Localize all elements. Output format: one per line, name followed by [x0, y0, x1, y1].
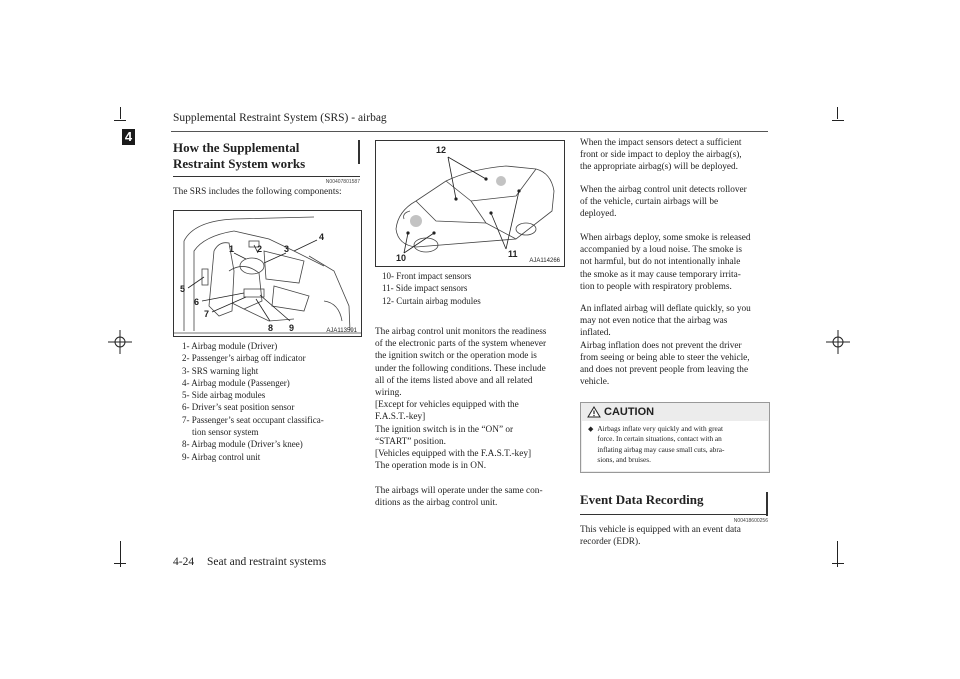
component-list [182, 340, 362, 463]
figure-interior [173, 210, 362, 337]
operation-paragraph: The airbags will operate under the same con- ditions as the airbag control unit. [375, 486, 543, 509]
caution-title: CAUTION [604, 406, 655, 418]
list-item: 2- Passenger’s airbag off indicator [182, 353, 306, 364]
crop-mark [832, 563, 844, 564]
callout-12: 12 [436, 145, 447, 155]
caution-header [581, 403, 769, 418]
car-illustration [376, 141, 564, 266]
header-rule [171, 131, 768, 132]
callout-3: 3 [284, 244, 290, 254]
edr-paragraph: This vehicle is equipped with an event data recorder (EDR). [580, 525, 741, 548]
section-title: How the Supplemental Restraint System works [173, 140, 360, 177]
callout-11: 11 [508, 249, 518, 259]
list-item: 8- Airbag module (Driver’s knee) [182, 439, 303, 450]
warning-triangle-icon [587, 406, 601, 418]
list-item-continued: tion sensor system [192, 427, 259, 438]
footer-section: Seat and restraint systems [206, 556, 327, 568]
crop-mark [120, 107, 121, 119]
monitoring-paragraph: The airbag control unit monitors the readiness of the electronic parts of the system whenever the ignition switch or the operation mode is under the following conditions. These include all of the items listed above and all related wiring. [Except for vehicles equipped with the F.A.S.T.-key] The ignition switch is in the “ON” or “START” position. [Vehicles equipped with the F.A.S.T.-key] The operation mode is in ON. [375, 327, 547, 472]
list-item: 12- Curtain airbag modules [382, 295, 481, 306]
rollover-paragraph: When the airbag control unit detects rollover of the vehicle, curtain airbags will be deployed. [580, 185, 747, 220]
interior-illustration [174, 211, 361, 336]
page-header: Supplemental Restraint System (SRS) - airbag [173, 112, 387, 124]
bullet-icon: ◆ [588, 425, 594, 433]
registration-mark-left [108, 330, 132, 354]
page-number: 4-24 [173, 556, 195, 568]
page-footer [173, 556, 326, 568]
crop-mark [114, 563, 126, 564]
chapter-tab: 4 [122, 129, 135, 145]
sensor-list [382, 270, 562, 307]
callout-5: 5 [180, 284, 186, 294]
list-item: 5- Side airbag modules [182, 390, 266, 401]
crop-mark [837, 107, 838, 119]
list-item: 4- Airbag module (Passenger) [182, 377, 290, 388]
callout-10: 10 [396, 253, 407, 263]
list-item: 9- Airbag control unit [182, 451, 261, 462]
deflate-paragraph: An inflated airbag will deflate quickly, so you may not even notice that the airbag was inflated. Airbag inflation does not prevent the driver from seeing or being able to steer the vehicle, and does not prevent people from leaving the vehicle. [580, 304, 751, 388]
smoke-paragraph: When airbags deploy, some smoke is released accompanied by a loud noise. The smoke is not harmful, but do not intentionally inhale the smoke as it may cause temporary irrita- tion to people with respiratory problems. [580, 233, 751, 292]
callout-9: 9 [289, 323, 295, 333]
list-item: 10- Front impact sensors [382, 271, 472, 281]
intro-text: The SRS includes the following components: [173, 187, 342, 197]
figure-id: AJA114266 [529, 258, 560, 264]
figure-id: AJA113591 [326, 328, 357, 334]
caution-box [580, 402, 770, 473]
callout-6: 6 [194, 297, 200, 307]
callout-4: 4 [319, 232, 325, 242]
list-item: 3- SRS warning light [182, 365, 259, 376]
impact-paragraph: When the impact sensors detect a sufficient front or side impact to deploy the airbag(s), the appropriate airbag(s) will be deployed. [580, 138, 742, 173]
section-how-srs-works [173, 140, 360, 198]
callout-2: 2 [257, 244, 263, 254]
list-item: 7- Passenger’s seat occupant classifica- [182, 414, 324, 425]
caution-text: ◆ Airbags inflate very quickly and with great force. In certain situations, contact with an inflating airbag may cause small cuts, abra- sions, and bruises. [582, 421, 768, 471]
callout-7: 7 [204, 309, 210, 319]
section-code: N00407801587 [325, 179, 360, 185]
list-item: 6- Driver’s seat position sensor [182, 402, 295, 413]
list-item: 1- Airbag module (Driver) [182, 341, 278, 351]
section-code: N00418600256 [733, 518, 768, 524]
callout-8: 8 [268, 323, 274, 333]
crop-mark [832, 120, 844, 121]
list-item: 11- Side impact sensors [382, 283, 468, 294]
callout-1: 1 [229, 244, 235, 254]
registration-mark-right [826, 330, 850, 354]
figure-car [375, 140, 565, 267]
section-event-data [580, 492, 768, 524]
section-title: Event Data Recording [580, 492, 768, 515]
crop-mark [114, 120, 126, 121]
